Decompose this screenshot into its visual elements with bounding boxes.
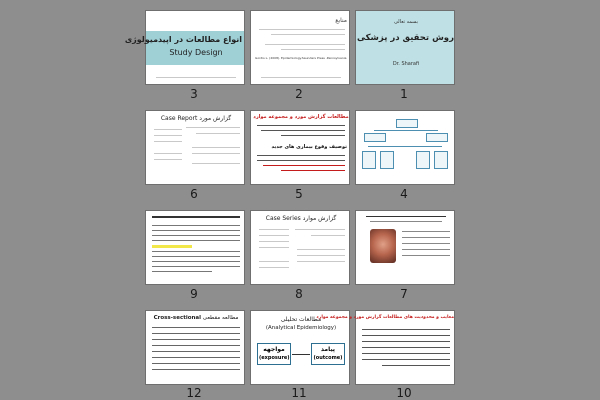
text-line <box>402 249 450 250</box>
slide-number: 4 <box>400 187 408 201</box>
slide-title: مطالعات تحلیلی <box>280 316 322 323</box>
outcome-label: پیامد <box>320 346 336 353</box>
text-line <box>154 129 182 130</box>
text-line <box>152 266 240 267</box>
text-line <box>362 359 450 360</box>
text-line <box>152 230 240 231</box>
text-line <box>152 240 240 241</box>
exposure-box <box>257 343 291 365</box>
diagram-box <box>362 151 376 169</box>
text-line <box>152 345 240 346</box>
reference-line: Gordis L. (2008). Epidemiology.Saunders Press .Pennsylvania <box>255 56 347 60</box>
slide-number: 8 <box>295 287 303 301</box>
highlighted-text <box>152 245 192 248</box>
text-line <box>402 243 450 244</box>
text-line <box>259 235 289 236</box>
diagram-box <box>380 151 394 169</box>
heading-line <box>366 216 446 217</box>
text-line <box>154 159 182 160</box>
slide-thumbnail-7[interactable] <box>355 210 455 285</box>
text-line <box>192 147 240 148</box>
text-line <box>370 221 442 222</box>
slide-title-en: Case Series <box>265 215 301 222</box>
slide-thumbnail-2[interactable] <box>250 10 350 85</box>
text-line <box>297 255 345 256</box>
slide-subtitle: Study Design <box>169 48 223 57</box>
slide-number: 6 <box>190 187 198 201</box>
text-line <box>152 271 212 272</box>
text-line <box>152 256 240 257</box>
slide-number: 9 <box>190 287 198 301</box>
text-line <box>192 163 240 164</box>
slide-thumbnail-6[interactable] <box>145 110 245 185</box>
slide-title: مطالعات گزارش مورد و مجموعه موارد <box>253 114 349 120</box>
text-line <box>261 130 345 131</box>
slide-number: 10 <box>396 386 412 400</box>
slide-number: 12 <box>186 386 202 400</box>
highlighted-line <box>281 170 345 171</box>
text-line <box>259 261 289 262</box>
text-line <box>402 255 450 256</box>
text-line <box>154 135 182 136</box>
exposure-label: مواجهه <box>263 346 285 353</box>
text-line <box>362 353 450 354</box>
slide-number: 2 <box>295 87 303 101</box>
text-line <box>152 339 240 340</box>
text-line <box>259 241 289 242</box>
text-line <box>402 231 450 232</box>
text-line <box>362 329 450 330</box>
slide-number: 3 <box>190 87 198 101</box>
text-line <box>271 34 345 35</box>
slide-number: 7 <box>400 287 408 301</box>
text-line <box>259 267 289 268</box>
text-line <box>362 341 450 342</box>
text-line <box>154 141 182 142</box>
slide-title-fa: گزارش موارد <box>302 215 337 222</box>
slide-title-en: Case Report <box>160 115 198 122</box>
text-line <box>362 347 450 348</box>
text-line <box>152 333 240 334</box>
slide-subtitle: (Analytical Epidemiology) <box>265 325 337 331</box>
text-line <box>257 160 345 161</box>
slide-author: Dr. Sharafi <box>392 61 420 67</box>
footer-line <box>156 77 236 78</box>
text-line <box>196 133 240 134</box>
text-line <box>152 351 240 352</box>
text-line <box>362 335 450 336</box>
text-line <box>152 225 240 226</box>
slide-title-fa: گزارش مورد <box>199 115 232 122</box>
text-line <box>281 49 345 50</box>
text-line <box>297 261 345 262</box>
text-line <box>265 44 345 45</box>
slide-thumbnail-8[interactable] <box>250 210 350 285</box>
text-line <box>152 327 240 328</box>
diagram-box <box>416 151 430 169</box>
patient-photo <box>370 229 396 263</box>
slide-title <box>255 215 347 222</box>
text-line <box>297 249 345 250</box>
arrow-line <box>292 354 310 355</box>
text-line <box>192 153 240 154</box>
slide-title: روش تحقیق در پزشکی <box>357 33 454 43</box>
slide-top-text: بسمه تعالی <box>393 19 419 25</box>
outcome-label-en: (outcome) <box>313 355 343 361</box>
text-line <box>259 29 345 30</box>
diagram-box <box>426 133 448 142</box>
text-line <box>295 229 345 230</box>
diagram-connector <box>368 146 442 147</box>
diagram-box <box>364 133 386 142</box>
slide-title: معایب و محدودیت های مطالعات گزارش مورد و مجموعه موارد <box>316 315 454 320</box>
slide-title <box>150 115 242 122</box>
text-line <box>257 125 345 126</box>
text-line <box>382 365 450 366</box>
heading-line <box>152 216 240 218</box>
text-line <box>186 127 240 128</box>
bullet-item: توصیف وقوع بیماری های جدید <box>271 144 347 150</box>
text-line <box>152 235 240 236</box>
text-line <box>152 251 240 252</box>
slide-thumbnail-4[interactable] <box>355 110 455 185</box>
text-line <box>281 135 345 136</box>
text-line <box>154 153 182 154</box>
footer-line <box>261 77 341 78</box>
text-line <box>152 261 240 262</box>
slide-thumbnail-3[interactable] <box>124 10 245 85</box>
text-line <box>311 235 345 236</box>
text-line <box>152 363 240 364</box>
text-line <box>257 155 345 156</box>
slide-title <box>150 315 242 321</box>
text-line <box>152 369 240 370</box>
slide-number: 1 <box>400 87 408 101</box>
slide-title-fa: مطالعه مقطعی <box>202 315 239 321</box>
slide-thumbnail-12[interactable] <box>145 310 245 385</box>
diagram-box <box>396 119 418 128</box>
slide-thumbnail-5[interactable] <box>250 110 350 185</box>
text-line <box>259 247 289 248</box>
diagram-connector <box>374 130 438 131</box>
exposure-label-en: (exposure) <box>259 355 290 361</box>
text-line <box>152 357 240 358</box>
slide-thumbnail-9[interactable] <box>145 210 245 285</box>
slide-number: 5 <box>295 187 303 201</box>
slide-title: انواع مطالعات در اپیدمیولوژی <box>124 35 242 44</box>
highlighted-line <box>263 165 345 166</box>
slide-thumbnail-11[interactable] <box>250 310 350 385</box>
diagram-box <box>434 151 448 169</box>
text-line <box>259 229 289 230</box>
slide-title-en: Cross-sectional <box>153 315 202 321</box>
text-line <box>402 237 450 238</box>
slide-number: 11 <box>291 386 307 400</box>
slide-title: منابع <box>335 17 347 24</box>
slide-thumbnail-1[interactable] <box>355 10 455 85</box>
outcome-box <box>311 343 345 365</box>
